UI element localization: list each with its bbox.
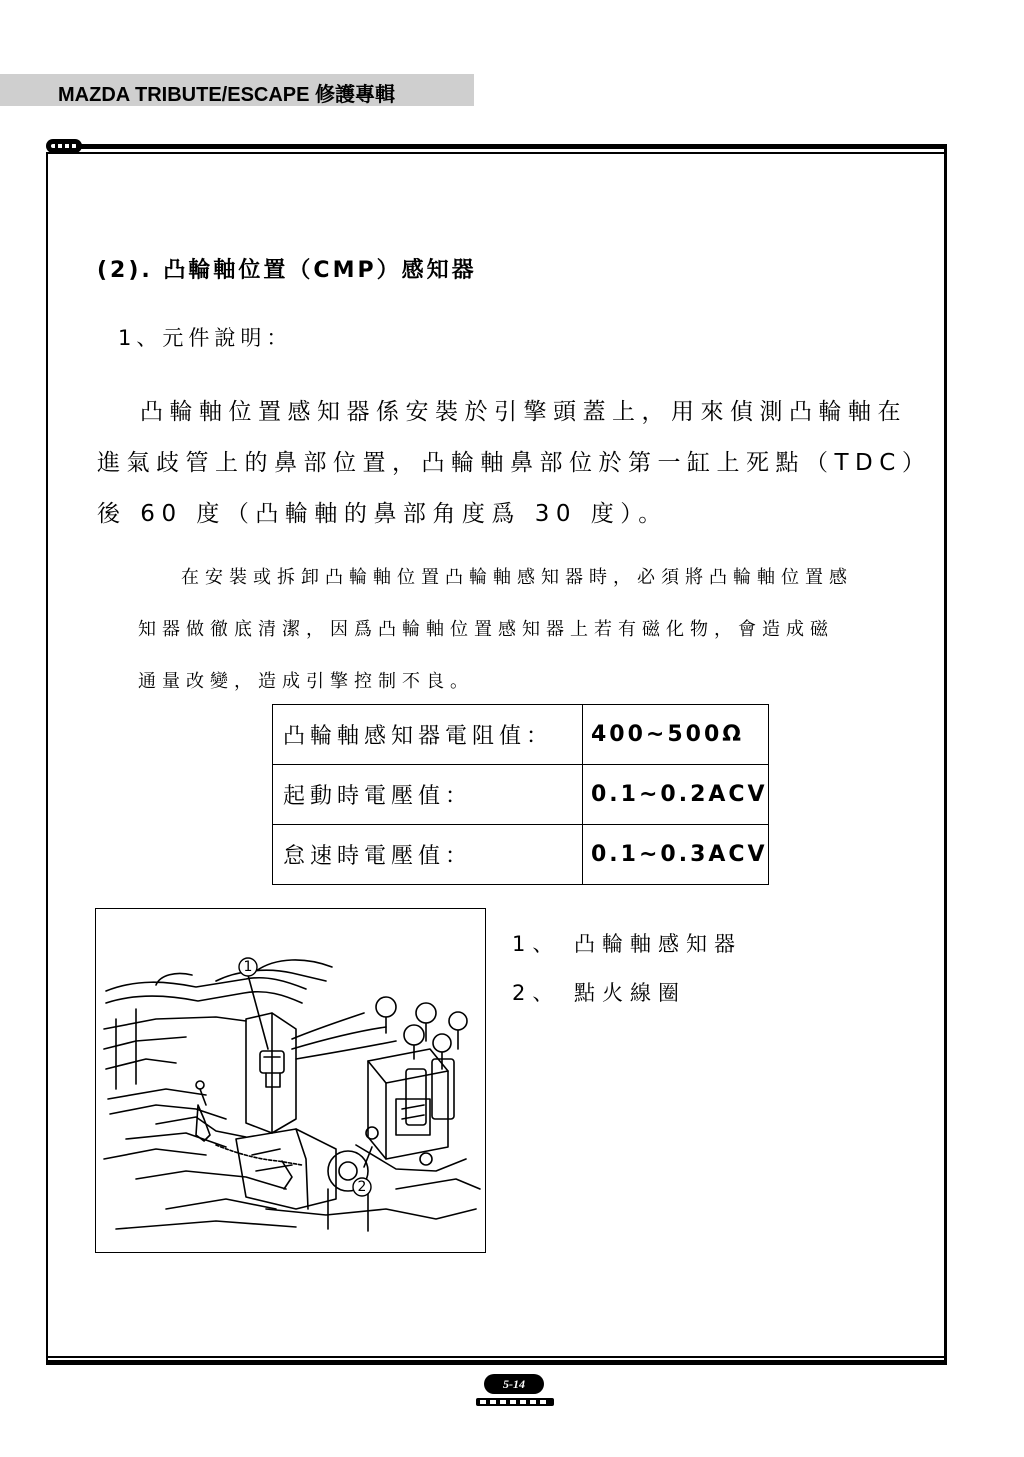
engine-line-drawing (96, 909, 484, 1251)
top-rule (76, 144, 946, 149)
component-description-heading: 1、元件說明： (118, 326, 293, 350)
note-line: 在安裝或拆卸凸輪軸位置凸輪軸感知器時，必須將凸輪軸位置感 (181, 567, 853, 588)
note-line: 知器做徹底清潔，因爲凸輪軸位置感知器上若有磁化物，會造成磁 (138, 619, 834, 640)
description-line: 後 60 度（凸輪軸的鼻部角度爲 30 度）。 (97, 501, 668, 527)
frame-left (46, 152, 48, 1362)
note-line: 通量改變，造成引擎控制不良。 (138, 671, 474, 692)
spec-label: 凸輪軸感知器電阻值： (273, 705, 583, 765)
publisher-brand-mark (470, 1396, 560, 1408)
header-title: MAZDA TRIBUTE/ESCAPE 修護專輯 (58, 84, 396, 106)
description-line: 凸輪軸位置感知器係安裝於引擎頭蓋上，用來偵測凸輪軸在 (140, 399, 907, 425)
spec-table (272, 704, 769, 885)
logo-mark-icon (49, 141, 79, 151)
callout-1: 1 (243, 959, 253, 975)
spec-label: 怠速時電壓值： (273, 825, 583, 885)
legend-item: 1、 凸輪軸感知器 (512, 932, 743, 956)
bottom-rule (46, 1360, 947, 1365)
bottom-rule-thin (46, 1356, 947, 1358)
spec-value: 0.1~0.3ACV (583, 825, 769, 885)
spec-value: 0.1~0.2ACV (583, 765, 769, 825)
page-number: 5-14 (484, 1374, 544, 1394)
section-title: (2). 凸輪軸位置（CMP）感知器 (97, 258, 477, 283)
frame-right (944, 144, 947, 1360)
spec-label: 起動時電壓值： (273, 765, 583, 825)
engine-diagram (95, 908, 486, 1253)
table-row (273, 825, 769, 885)
legend-item: 2、 點火線圈 (512, 981, 687, 1005)
description-line: 進氣歧管上的鼻部位置，凸輪軸鼻部位於第一缸上死點（TDC） (97, 450, 932, 476)
spec-value: 400~500Ω (583, 705, 769, 765)
callout-2: 2 (357, 1179, 367, 1195)
table-row (273, 705, 769, 765)
top-rule-thin (46, 152, 946, 154)
table-row (273, 765, 769, 825)
